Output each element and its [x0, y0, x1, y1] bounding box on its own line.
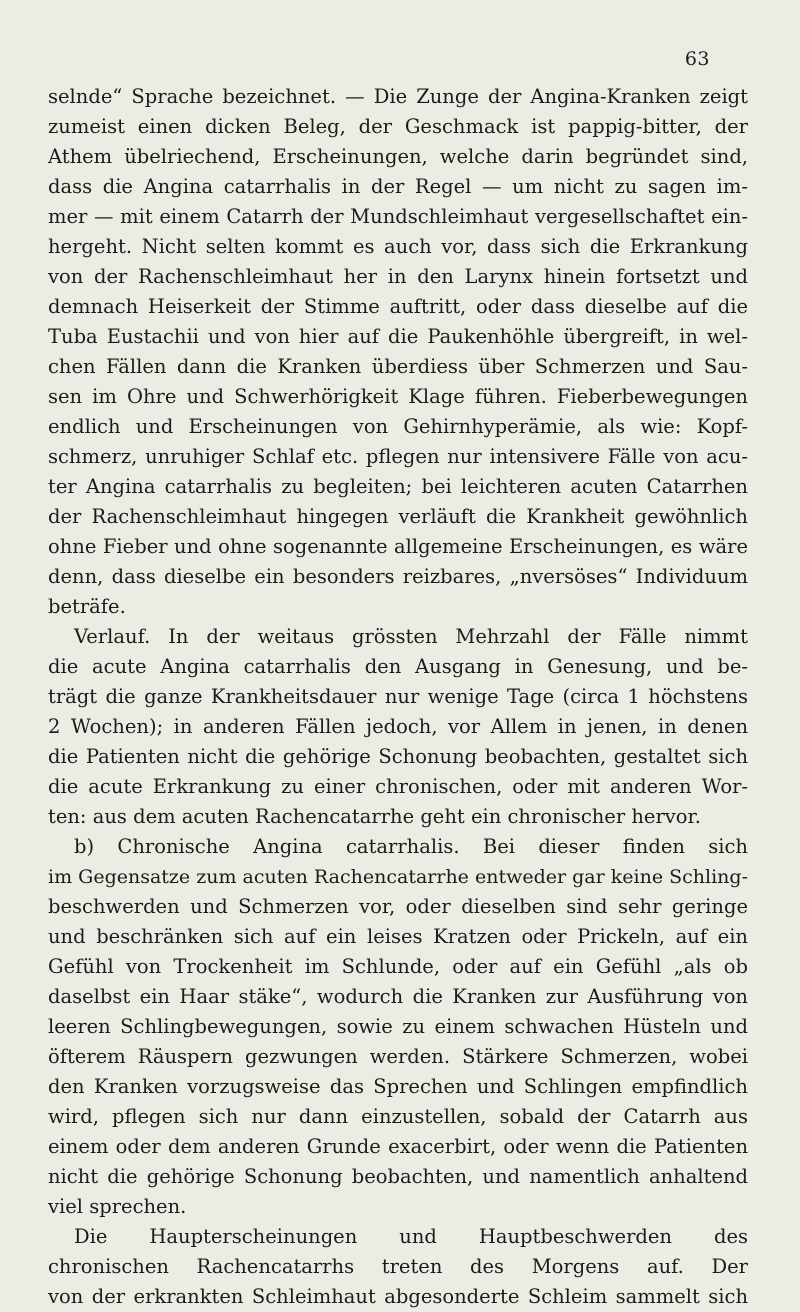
- page-number: 63: [684, 48, 710, 70]
- text-line: ter Angina catarrhalis zu begleiten; bei leichteren acuten Catarrhen: [48, 475, 748, 498]
- text-line: wird, pflegen sich nur dann einzustellen, sobald der Catarrh aus: [48, 1105, 748, 1128]
- text-line: die Patienten nicht die gehörige Schonung beobachten, gestaltet sich: [48, 745, 748, 768]
- text-line: denn, dass dieselbe ein besonders reizbares, „nversöses“ Individuum: [48, 565, 748, 588]
- text-line: Gefühl von Trockenheit im Schlunde, oder auf ein Gefühl „als ob: [48, 955, 748, 978]
- text-line: beschwerden und Schmerzen vor, oder dieselben sind sehr geringe: [48, 895, 748, 918]
- text-line: hergeht. Nicht selten kommt es auch vor, dass sich die Erkrankung: [48, 235, 748, 258]
- text-line: und beschränken sich auf ein leises Kratzen oder Prickeln, auf ein: [48, 925, 748, 948]
- text-line: Tuba Eustachii und von hier auf die Paukenhöhle übergreift, in wel-: [48, 325, 748, 348]
- text-line: sen im Ohre und Schwerhörigkeit Klage führen. Fieberbewegungen: [48, 385, 748, 408]
- text-line: dass die Angina catarrhalis in der Regel — um nicht zu sagen im-: [48, 175, 748, 198]
- text-line: trägt die ganze Krankheitsdauer nur wenige Tage (circa 1 höchstens: [48, 685, 748, 708]
- text-line: schmerz, unruhiger Schlaf etc. pflegen nur intensivere Fälle von acu-: [48, 445, 748, 468]
- text-line: öfterem Räuspern gezwungen werden. Stärkere Schmerzen, wobei: [48, 1045, 748, 1068]
- text-line: daselbst ein Haar stäke“, wodurch die Kranken zur Ausführung von: [48, 985, 748, 1008]
- text-line: mer — mit einem Catarrh der Mundschleimhaut vergesellschaftet ein-: [48, 205, 748, 228]
- text-line: selnde“ Sprache bezeichnet. — Die Zunge der Angina-Kranken zeigt: [48, 85, 748, 108]
- section-haupterscheinungen: Die Haupterscheinungen und Hauptbeschwerden des: [74, 1225, 748, 1248]
- text-line: viel sprechen.: [48, 1195, 187, 1218]
- text-line: zumeist einen dicken Beleg, der Geschmack ist pappig-bitter, der: [48, 115, 748, 138]
- text-line: ohne Fieber und ohne sogenannte allgemeine Erscheinungen, es wäre: [48, 535, 748, 558]
- text-line: die acute Angina catarrhalis den Ausgang in Genesung, und be-: [48, 655, 748, 678]
- text-line: von der erkrankten Schleimhaut abgesonderte Schleim sammelt sich: [48, 1285, 748, 1308]
- text-line: 2 Wochen); in anderen Fällen jedoch, vor Allem in jenen, in denen: [48, 715, 748, 738]
- text-line: chronischen Rachencatarrhs treten des Morgens auf. Der: [48, 1255, 748, 1278]
- text-line: ten: aus dem acuten Rachencatarrhe geht ein chronischer hervor.: [48, 805, 701, 828]
- text-line: demnach Heiserkeit der Stimme auftritt, oder dass dieselbe auf die: [48, 295, 748, 318]
- text-line: chen Fällen dann die Kranken überdiess über Schmerzen und Sau-: [48, 355, 748, 378]
- text-line: der Rachenschleimhaut hingegen verläuft die Krankheit gewöhnlich: [48, 505, 748, 528]
- text-line: endlich und Erscheinungen von Gehirnhyperämie, als wie: Kopf-: [48, 415, 748, 438]
- text-line: leeren Schlingbewegungen, sowie zu einem schwachen Hüsteln und: [48, 1015, 748, 1038]
- text-line: einem oder dem anderen Grunde exacerbirt, oder wenn die Patienten: [48, 1135, 748, 1158]
- text-line: den Kranken vorzugsweise das Sprechen und Schlingen empfindlich: [48, 1075, 748, 1098]
- text-line: die acute Erkrankung zu einer chronischen, oder mit anderen Wor-: [48, 775, 748, 798]
- text-line: beträfe.: [48, 595, 126, 618]
- text-line: von der Rachenschleimhaut her in den Larynx hinein fortsetzt und: [48, 265, 748, 288]
- text-line: Athem übelriechend, Erscheinungen, welche darin begründet sind,: [48, 145, 748, 168]
- section-verlauf: Verlauf. In der weitaus grössten Mehrzahl der Fälle nimmt: [74, 625, 748, 648]
- text-line: nicht die gehörige Schonung beobachten, und namentlich anhaltend: [48, 1165, 748, 1188]
- text-line: im Gegensatze zum acuten Rachencatarrhe entweder gar keine Schling-: [48, 866, 748, 888]
- body-text: [48, 82, 748, 1312]
- section-chronische-angina: b) Chronische Angina catarrhalis. Bei dieser finden sich: [74, 835, 748, 858]
